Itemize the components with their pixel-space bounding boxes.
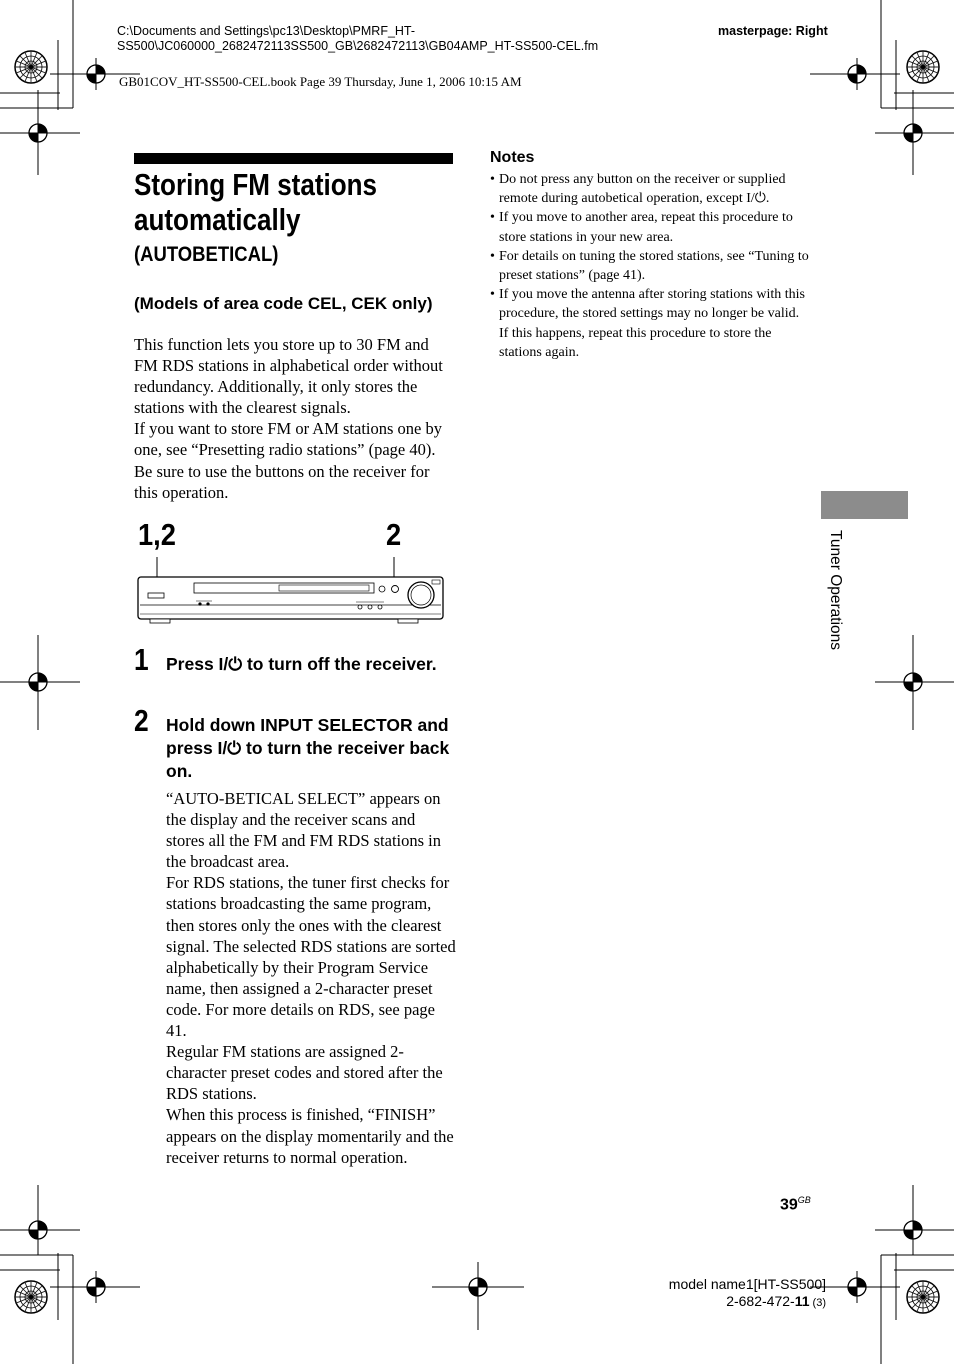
area-code-subheading: (Models of area code CEL, CEK only) bbox=[134, 294, 433, 313]
step-1-number: 1 bbox=[134, 642, 149, 677]
note-item: • If you move to another area, repeat this procedure to store stations in your new area. bbox=[490, 208, 810, 246]
model-line-2 bbox=[640, 1293, 826, 1312]
page-number-value: 39 bbox=[780, 1196, 798, 1214]
step-2-text: Hold down INPUT SELECTOR and press I/⏻ to turn the receiver back on. bbox=[166, 715, 450, 781]
title-rule bbox=[134, 153, 453, 164]
step-2-paragraph-4: When this process is finished, “FINISH” appears on the display momentarily and the receiver returns to normal operation. bbox=[166, 1105, 454, 1167]
callout-left: 1,2 bbox=[138, 517, 176, 552]
model-part-number: 2-682-472- bbox=[726, 1293, 795, 1309]
model-revision: 11 bbox=[794, 1293, 810, 1309]
notes-list bbox=[490, 170, 810, 362]
page-number bbox=[780, 1195, 811, 1214]
step-2-paragraph-1: “AUTO-BETICAL SELECT” appears on the display and the receiver scans and stores all the FM and FM RDS stations in the broadcast area. bbox=[166, 789, 442, 872]
book-info-line: GB01COV_HT-SS500-CEL.book Page 39 Thursday, June 1, 2006 10:15 AM bbox=[119, 74, 522, 89]
callout-right: 2 bbox=[386, 517, 402, 552]
page-title bbox=[134, 167, 411, 237]
note-item: • For details on tuning the stored stations, see “Tuning to preset stations” (page 41). bbox=[490, 247, 810, 285]
model-line-1: model name1[HT-SS500] bbox=[668, 1276, 826, 1292]
file-path bbox=[117, 24, 677, 54]
intro-paragraph-2: If you want to store FM or AM stations one by one, see “Presetting radio stations” (page 40). bbox=[134, 419, 442, 460]
intro-text bbox=[134, 334, 454, 503]
step-2-number: 2 bbox=[134, 703, 149, 738]
notes-heading: Notes bbox=[490, 149, 535, 166]
section-tab-label: Tuner Operations bbox=[827, 530, 844, 651]
page-number-suffix: GB bbox=[797, 1195, 811, 1205]
title-line2: automatically bbox=[134, 202, 301, 237]
intro-paragraph-1: This function lets you store up to 30 FM and FM RDS stations in alphabetical order without redundancy. Additionally, it only stores the stations with the clearest signals. bbox=[134, 335, 443, 418]
step-2-description bbox=[166, 788, 456, 1168]
model-edition: (3) bbox=[809, 1297, 826, 1309]
model-info bbox=[640, 1276, 826, 1312]
step-2-paragraph-2: For RDS stations, the tuner first checks for stations broadcasting the same program, then stores only the ones with the clearest signal. The selected RDS stations are sorted alphabetically by their Program Service name, then assigned a 2-character preset code. For more details on RDS, see page 41. bbox=[166, 873, 456, 1041]
title-line1: Storing FM stations bbox=[134, 167, 378, 202]
intro-paragraph-3: Be sure to use the buttons on the receiver for this operation. bbox=[134, 461, 430, 502]
note-item: • If you move the antenna after storing stations with this procedure, the stored settings may no longer be valid. If this happens, repeat this procedure to store the stations again. bbox=[490, 285, 810, 362]
masterpage-label: masterpage: Right bbox=[718, 24, 828, 38]
step-1-text: Press I/⏻ to turn off the receiver. bbox=[166, 654, 437, 674]
step-2-paragraph-3: Regular FM stations are assigned 2-character preset codes and stored after the RDS stations. bbox=[166, 1042, 443, 1104]
file-path-line1: C:\Documents and Settings\pc13\Desktop\PMRF_HT- bbox=[117, 24, 416, 38]
section-tab-marker bbox=[821, 491, 908, 519]
file-path-line2: SS500\JC060000_2682472113SS500_GB\2682472113\GB04AMP_HT-SS500-CEL.fm bbox=[117, 39, 599, 53]
receiver-illustration bbox=[134, 555, 448, 627]
page-subtitle: (AUTOBETICAL) bbox=[134, 243, 279, 266]
note-item: • Do not press any button on the receiver or supplied remote during autobetical operation, except I/⏻. bbox=[490, 170, 810, 208]
